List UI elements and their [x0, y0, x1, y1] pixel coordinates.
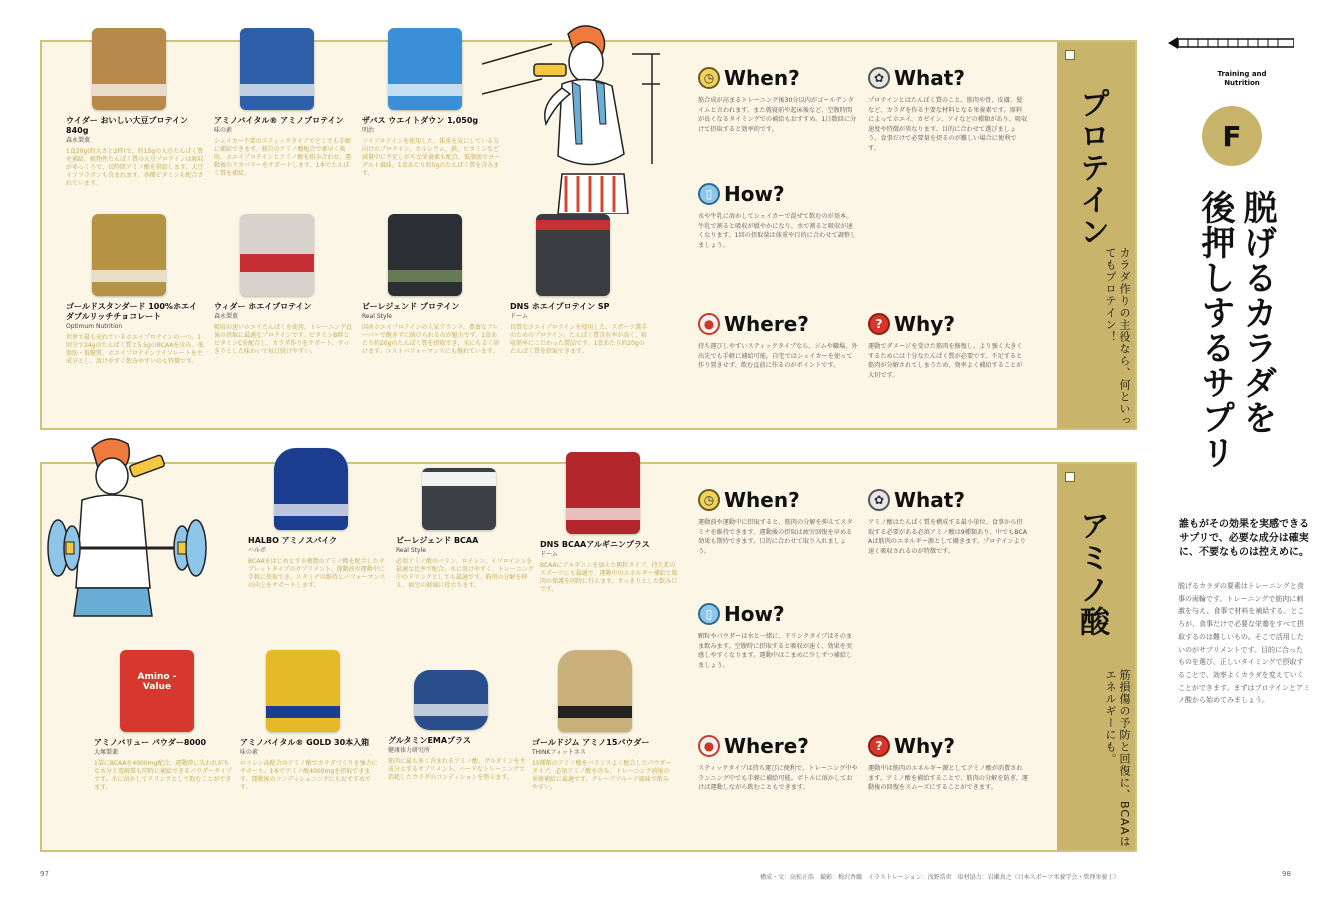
- qa-text: スティックタイプは持ち運びに便利で、トレーニング中やランニング中でも手軽に補給可能。ボトルに溶かしておけば運動しながら飲むこともできます。: [698, 765, 858, 791]
- section-subtitle: 筋損傷の予防と回復に、BCAAはエネルギーにも。: [1104, 669, 1131, 848]
- product-brand: 明治: [362, 127, 375, 134]
- product-image: [274, 448, 348, 530]
- qa-where: [698, 734, 858, 793]
- product-desc: 国産ホエイプロテインの人気ブランド。豊富なフレーバーで飽きずに続けられるのが魅力です。1食あたり約20gのたんぱく質を摂取でき、水にもよく溶けます。コストパフォーマンスにも優れています。: [362, 324, 500, 355]
- product-image: [240, 214, 314, 296]
- headline-line: 脱げるカラダを: [1237, 190, 1277, 435]
- clock-icon: ◷: [698, 67, 720, 89]
- product-image: [422, 468, 496, 530]
- drop-icon: ▯: [698, 183, 720, 205]
- product-card[interactable]: [510, 214, 650, 356]
- qa-label: How?: [724, 602, 785, 626]
- product-name: ウィダー ホエイプロテイン: [214, 302, 312, 311]
- protein-tab: [1057, 42, 1135, 428]
- qa-text: 顆粒やパウダーは水と一緒に、ドリンクタイプはそのまま飲みます。空腹時に摂取すると吸収が速く、効果を実感しやすくなります。運動中はこまめに少しずつ補給しましょう。: [698, 633, 853, 669]
- clock-icon: ◷: [698, 489, 720, 511]
- product-desc: BCAAをはじめとする複数のアミノ酸を配合したタブレットタイプのサプリメント。運動前や運動中に手軽に摂取でき、スタミナの維持とパフォーマンスの向上をサポートします。: [248, 558, 386, 589]
- question-icon: ?: [868, 313, 890, 335]
- product-image: [388, 214, 462, 296]
- page-number-right: 98: [1282, 870, 1291, 878]
- product-brand: 味の素: [240, 749, 259, 756]
- product-desc: ソイプロテインを使用した、体重を気にしている方向けのプロテイン。カルシウム、鉄、ビタミンなど減量中に不足しがちな栄養素も配合。低脂肪でヨーグルト風味。1食あたり約5gのたんぱく質を含みます。: [362, 138, 501, 177]
- lead-text: 誰もがその効果を実感できるサプリで、必要な成分は確実に、不要なものは控えめに。: [1179, 519, 1309, 558]
- product-image: [414, 670, 488, 730]
- product-desc: 15種類のアミノ酸をバランスよく配合したパウダータイプ。必須アミノ酸を含み、トレーニング前後の栄養補給に最適です。グレープフルーツ風味で飲みやすい。: [532, 760, 672, 791]
- product-brand: ドーム: [540, 551, 559, 558]
- qa-text: 筋合成が高まるトレーニング後30分以内がゴールデンタイムと言われます。また就寝前や起床後など、空腹時間が長くなるタイミングでの補給もおすすめ。1日数回に分けて摂取すると効率的です。: [698, 97, 857, 133]
- product-desc: 筋肉に最も多く含まれるアミノ酸、グルタミンを主成分とするサプリメント。ハードなトレーニングで消耗したカラダのコンディションを整えます。: [388, 758, 526, 781]
- product-name: アミノバリュー パウダー8000: [94, 738, 207, 747]
- product-card[interactable]: [362, 28, 502, 178]
- product-name: アミノバイタル® GOLD 30本入箱: [240, 738, 370, 747]
- product-card[interactable]: [540, 452, 680, 594]
- product-image: [240, 28, 314, 110]
- qa-how: [698, 602, 858, 670]
- qa-label: When?: [724, 488, 800, 512]
- tab-corner-icon: [1065, 472, 1075, 482]
- what-icon: ✿: [868, 489, 890, 511]
- qa-label: Why?: [894, 312, 955, 336]
- drop-icon: ▯: [698, 603, 720, 625]
- product-card[interactable]: [94, 650, 234, 792]
- drinking-man-illustration: [482, 24, 662, 214]
- qa-why: [868, 734, 1028, 793]
- product-card[interactable]: [362, 214, 502, 356]
- product-image: Amino -Value: [120, 650, 194, 732]
- section-subtitle: カラダ作りの主役なら、何といってもプロテイン！: [1104, 247, 1131, 427]
- qa-label: When?: [724, 66, 800, 90]
- what-icon: ✿: [868, 67, 890, 89]
- product-image: [266, 650, 340, 732]
- product-image: [92, 28, 166, 110]
- qa-when: [698, 66, 858, 134]
- product-card[interactable]: [388, 670, 528, 782]
- product-desc: 世界で最も売れているホエイプロテインの一つ。1回分で24gのたんぱく質と5.5gのBCAAを含み、低脂肪・低糖質。ホエイプロテインアイソレートを主成分とし、溶けやすく飲みやすいのも特徴です。: [66, 334, 204, 365]
- qa-label: Why?: [894, 734, 955, 758]
- product-name: ゴールドスタンダード 100%ホエイ ダブルリッチチョコレート: [66, 302, 197, 321]
- product-card[interactable]: [240, 650, 380, 792]
- product-name: アミノバイタル® アミノプロテイン: [214, 116, 344, 125]
- qa-text: 持ち運びしやすいスティックタイプなら、ジムや職場、外出先でも手軽に補給可能。自宅ではシェイカーを使って作り置きせず、飲む直前に作るのがポイントです。: [698, 343, 858, 369]
- product-desc: ロイシン高配合のアミノ酸でカラダづくりを強力にサポート。1本でアミノ酸4000mgを摂取できます。運動後のコンディショニングにもおすすめです。: [240, 760, 378, 791]
- amino-tab: [1057, 464, 1135, 850]
- product-name: ザバス ウエイトダウン 1,050g: [362, 116, 479, 125]
- body-text: 脱げるカラダの要素はトレーニングと食事の両輪です。トレーニングで筋肉に刺激を与え、食事で材料を補給する。ところが、食事だけで必要な栄養をすべて摂取するのは難しいもの。そこで活用したいのがサプリメントです。目的に合ったものを選び、正しいタイミングで摂取することで、効率よくカラダを変えていくことができます。まずはプロテインとアミノ酸から始めてみましょう。: [1178, 582, 1310, 705]
- product-desc: シェイカー不要のスティックタイプでどこでも手軽に補給できます。独自のアミノ酸配合で素早く吸収。ホエイプロテインとアミノ酸を組み合わせ、運動後のリカバリーをサポートします。1本でたんぱく質を補給。: [214, 138, 352, 177]
- product-name: グルタミンEMAプラス: [388, 736, 471, 745]
- qa-how: [698, 182, 858, 250]
- qa-what: [868, 488, 1028, 556]
- question-icon: ?: [868, 735, 890, 757]
- page-number-left: 97: [40, 870, 49, 878]
- protein-panel: [40, 40, 1137, 430]
- qa-text: 運動前や運動中に摂取すると、筋肉の分解を抑えてスタミナを維持できます。運動後の摂取は疲労回復を早める効果も期待できます。目的に合わせて取り入れましょう。: [698, 519, 853, 555]
- qa-text: アミノ酸はたんぱく質を構成する最小単位。食事から摂取する必要がある必須アミノ酸は9種類あり、中でもBCAAは筋肉のエネルギー源として働きます。プロテインより速く吸収されるのが特徴です。: [868, 519, 1027, 555]
- qa-what: [868, 66, 1028, 153]
- product-brand: THINKフィットネス: [532, 749, 586, 756]
- qa-text: プロテインとはたんぱく質のこと。筋肉や骨、皮膚、髪など、カラダを作る主要な材料となる栄養素です。原料によってホエイ、カゼイン、ソイなどの種類があり、吸収速度や特徴が異なります。目的に合わせて選びましょう。食事だけで必要量を摂るのが難しい場合に便利です。: [868, 97, 1028, 152]
- product-brand: Optimum Nutrition: [66, 323, 123, 330]
- tab-corner-icon: [1065, 50, 1075, 60]
- product-desc: BCAAにアルギニンを加えた顆粒タイプ。持久系のスポーツにも最適で、運動中のエネルギー補給と筋肉の保護を同時に行えます。すっきりとした飲み口です。: [540, 562, 678, 593]
- qa-text: 運動中は筋肉のエネルギー源としてアミノ酸が消費されます。アミノ酸を補給することで、筋肉の分解を防ぎ、運動後の回復をスムーズにすることができます。: [868, 765, 1029, 791]
- pin-icon: ●: [698, 313, 720, 335]
- qa-when: [698, 488, 858, 556]
- amino-products: [54, 464, 684, 850]
- product-card[interactable]: [66, 214, 206, 366]
- product-name: ビーレジェンド BCAA: [396, 536, 479, 545]
- product-name: HALBO アミノスパイク: [248, 536, 338, 545]
- product-card[interactable]: [248, 448, 388, 590]
- product-brand: ドーム: [510, 313, 529, 320]
- product-card[interactable]: [214, 214, 354, 356]
- product-name: ビーレジェンド プロテイン: [362, 302, 460, 311]
- section-label: Training and Nutrition: [1217, 70, 1267, 87]
- product-desc: 良質なホエイプロテインを使用した、スポーツ選手のためのプロテイン。たんぱく質含有率が高く、吸収効率にこだわった製品です。1食あたり約20gのたんぱく質を摂取できます。: [510, 324, 648, 355]
- qa-why: [868, 312, 1028, 380]
- product-card[interactable]: [66, 28, 206, 188]
- qa-label: What?: [894, 488, 965, 512]
- product-brand: 森永製菓: [214, 313, 239, 320]
- product-brand: ハルボ: [248, 547, 267, 554]
- product-name: ウイダー おいしい大豆プロテイン 840g: [66, 116, 188, 135]
- badge-letter: F: [1222, 119, 1242, 153]
- product-card[interactable]: [532, 650, 672, 792]
- amino-panel: [40, 462, 1137, 852]
- sidebar: [1150, 0, 1332, 900]
- product-card[interactable]: [396, 468, 536, 590]
- pin-icon: ●: [698, 735, 720, 757]
- qa-label: What?: [894, 66, 965, 90]
- product-desc: 吸収の速いホエイたんぱくを使用。トレーニング直後の摂取に最適なプロテインです。ビタミンB群とビタミンCを配合し、カラダ作りをサポート。すっきりとした味わいで毎日続けやすい。: [214, 324, 352, 355]
- qa-where: [698, 312, 858, 371]
- qa-label: Where?: [724, 734, 809, 758]
- product-desc: 必須アミノ酸のバリン、ロイシン、イソロイシンを最適な比率で配合。水に溶けやすく、トレーニング中のドリンクとしても最適です。筋肉の分解を抑え、疲労の軽減に役立ちます。: [396, 558, 534, 589]
- qa-label: How?: [724, 182, 785, 206]
- product-brand: 健康体力研究所: [388, 747, 431, 754]
- product-brand: 味の素: [214, 127, 233, 134]
- product-brand: Real Style: [362, 313, 392, 320]
- qa-text: 水や牛乳に溶かしてシェイカーで混ぜて飲むのが基本。牛乳で割ると吸収が緩やかになり、水で割ると吸収が速くなります。1回の摂取量は体重や目的に合わせて調整しましょう。: [698, 213, 857, 249]
- product-brand: Real Style: [396, 547, 426, 554]
- product-image: [558, 650, 632, 732]
- product-image: [388, 28, 462, 110]
- product-image: [92, 214, 166, 296]
- section-title: アミノ酸: [1074, 510, 1109, 638]
- product-desc: 1食20g(約大さじ2杯)で、約15gの大豆たんぱく質を補給。植物性たんぱく質の大豆プロテインは吸収がゆっくりで、長時間アミノ酸を供給します。大豆イソフラボンも含まれます。各種ビタミンも配合されています。: [66, 148, 204, 187]
- section-title: プロテイン: [1074, 88, 1109, 248]
- product-card[interactable]: [214, 28, 354, 178]
- page-title: [1194, 190, 1278, 480]
- qa-text: 運動でダメージを受けた筋肉を修復し、より強く大きくするためには十分なたんぱく質が必要です。不足すると筋肉が分解されてしまうため、効率よく補給することが大切です。: [868, 343, 1023, 379]
- chapter-badge: [1202, 106, 1262, 166]
- product-brand: 大塚製薬: [94, 749, 119, 756]
- product-desc: 1袋にBCAAを4000mg配合。運動時に失われがちな水分と電解質も同時に補給できるパウダータイプです。水に溶かしてドリンクとして飲むことができます。: [94, 760, 232, 791]
- product-image: [536, 214, 610, 296]
- product-name: DNS BCAAアルギニンプラス: [540, 540, 650, 549]
- product-name: DNS ホエイプロテイン SP: [510, 302, 610, 311]
- product-name: ゴールドジム アミノ15パウダー: [532, 738, 650, 747]
- product-image: [566, 452, 640, 534]
- credits: 構成・文：高松正浩 撮影：梅沢香織 イラストレーション：浅野浩世 取材協力：岩瀬真之（日本スポーツ栄養学会・管理栄養士）: [760, 874, 1120, 881]
- arrow-left-icon: [1168, 37, 1294, 49]
- product-brand: 森永製菓: [66, 137, 91, 144]
- qa-label: Where?: [724, 312, 809, 336]
- headline-line: 後押しするサプリ: [1195, 190, 1235, 470]
